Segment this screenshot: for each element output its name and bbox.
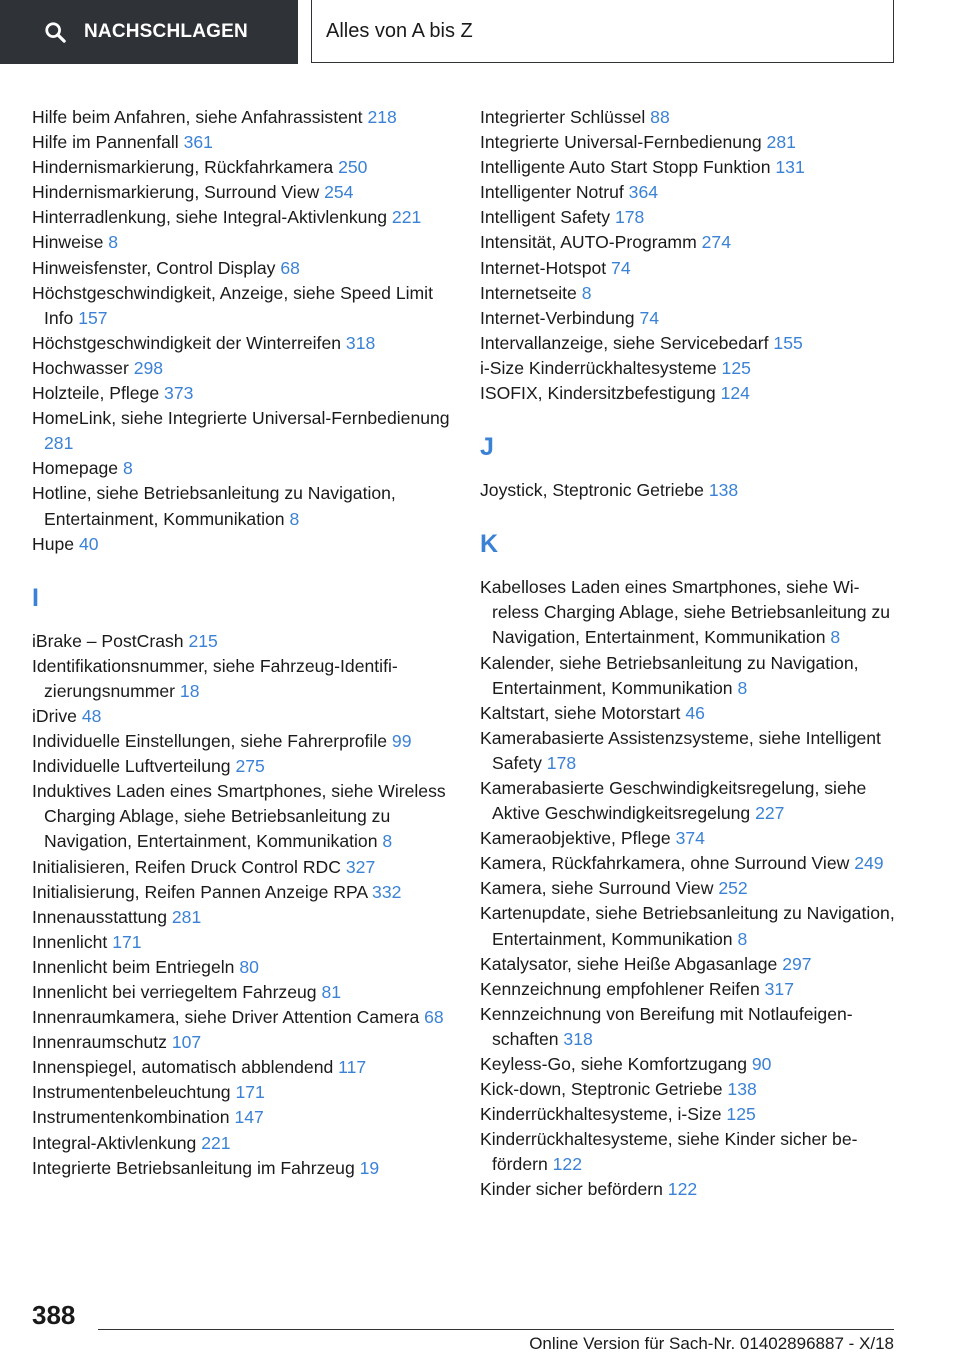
index-entry xyxy=(32,105,452,130)
section-tab[interactable] xyxy=(0,0,298,64)
page-reference-link[interactable]: 221 xyxy=(201,1132,231,1153)
index-entry-text: Kamerabasierte Assistenzsysteme, siehe Intelligent Safety xyxy=(480,727,881,773)
index-entry-text: Kennzeichnung von Bereifung mit Notlaufeigenschaften xyxy=(480,1003,853,1049)
page-reference-link[interactable]: 215 xyxy=(188,630,218,651)
page-reference-link[interactable]: 8 xyxy=(382,831,393,852)
index-entry xyxy=(32,629,452,654)
page-reference-link[interactable]: 117 xyxy=(338,1057,367,1078)
page-reference-link[interactable]: 281 xyxy=(171,906,202,927)
page-reference-link[interactable]: 8 xyxy=(581,282,592,303)
index-entry xyxy=(32,955,452,980)
index-entry-text: Homepage xyxy=(32,458,123,479)
index-entry xyxy=(480,180,900,205)
page-reference-link[interactable]: 274 xyxy=(701,232,731,253)
page-reference-link[interactable]: 157 xyxy=(78,307,108,328)
page-reference-link[interactable]: 155 xyxy=(773,332,803,353)
index-entry xyxy=(32,406,452,456)
index-column-right xyxy=(480,105,900,1203)
index-entry-text: Hochwasser xyxy=(32,357,134,378)
page-reference-link[interactable]: 8 xyxy=(737,928,748,949)
index-entry xyxy=(480,776,900,826)
index-entry xyxy=(480,1077,900,1102)
index-entry-text: Kamera, Rückfahrkamera, ohne Surround View xyxy=(480,853,855,874)
index-entry xyxy=(480,478,900,503)
page-reference-link[interactable]: 171 xyxy=(235,1082,265,1103)
index-entry-text: Individuelle Einstellungen, siehe Fahrerprofile xyxy=(32,731,392,752)
index-entry xyxy=(32,754,452,779)
index-entry xyxy=(32,532,452,557)
index-entry-text: Integrierte Universal-Fernbedienung xyxy=(480,132,767,153)
page-reference-link[interactable]: 171 xyxy=(112,931,142,952)
index-entry-text: Kamerabasierte Geschwindigkeitsregelung, siehe Aktive Geschwindigkeitsregelung xyxy=(480,777,867,824)
page-reference-link[interactable]: 131 xyxy=(775,157,805,178)
index-entry xyxy=(480,901,900,951)
index-entry-text: Identifikationsnummer, siehe Fahrzeug-Identifizierungsnummer xyxy=(32,655,398,701)
index-entry-text: Intelligent Safety xyxy=(480,207,615,228)
index-entry xyxy=(480,281,900,306)
index-entry xyxy=(32,230,452,255)
index-entry xyxy=(32,481,452,531)
index-entry xyxy=(32,1105,452,1130)
page-reference-link[interactable]: 80 xyxy=(239,956,259,977)
page-reference-link[interactable]: 221 xyxy=(391,207,422,228)
index-entry-text: iBrake – PostCrash xyxy=(32,630,189,651)
index-entry-text: Innenspiegel, automatisch abblendend xyxy=(32,1057,339,1078)
page-reference-link[interactable]: 138 xyxy=(727,1079,757,1100)
index-entry xyxy=(480,952,900,977)
index-entry-text: Intensität, AUTO-Programm xyxy=(480,232,702,253)
page-reference-link[interactable]: 48 xyxy=(81,705,102,726)
index-entry xyxy=(480,726,900,776)
index-entry xyxy=(480,205,900,230)
index-entry-text: Intelligenter Notruf xyxy=(480,182,629,203)
index-entry xyxy=(32,155,452,180)
page-reference-link[interactable]: 8 xyxy=(108,232,119,253)
index-entry-text: Hilfe beim Anfahren, siehe Anfahrassistent xyxy=(32,107,368,127)
index-entry-text: Kinderrückhaltesysteme, siehe Kinder sicher befördern xyxy=(480,1129,858,1175)
index-entry-text: iDrive xyxy=(32,705,82,726)
index-entry xyxy=(32,704,452,729)
page-reference-link[interactable]: 178 xyxy=(614,207,645,228)
page-reference-link[interactable]: 46 xyxy=(685,702,705,723)
index-entry xyxy=(480,155,900,180)
page-reference-link[interactable]: 18 xyxy=(179,680,200,701)
page-reference-link[interactable]: 374 xyxy=(675,828,705,849)
index-entry-text: HomeLink, siehe Integrierte Universal-Fernbedienung xyxy=(32,408,450,429)
index-entry-text: Kalender, siehe Betriebsanleitung zu Navigation, Entertainment, Kommunikation xyxy=(480,652,859,698)
index-entry xyxy=(32,779,452,854)
index-entry-text: Kick-down, Steptronic Getriebe xyxy=(480,1079,728,1100)
index-entry xyxy=(480,1102,900,1127)
search-icon xyxy=(44,21,66,43)
index-entry xyxy=(32,381,452,406)
index-entry xyxy=(32,729,452,754)
index-entry-text: Hinweise xyxy=(32,232,109,253)
page-reference-link[interactable]: 327 xyxy=(345,856,376,877)
index-entry-text: Instrumentenkombination xyxy=(32,1107,235,1128)
page-title: Alles von A bis Z xyxy=(311,0,894,63)
page-reference-link[interactable]: 298 xyxy=(133,357,164,378)
index-entry xyxy=(32,654,452,704)
index-entry xyxy=(32,456,452,481)
index-entry-text: Initialisieren, Reifen Druck Control RDC xyxy=(32,856,346,877)
index-entry xyxy=(480,381,900,406)
index-entry xyxy=(480,1002,900,1052)
index-entry-text: Holzteile, Pflege xyxy=(32,383,165,404)
index-entry-text: Integrierte Betriebsanleitung im Fahrzeug xyxy=(32,1157,360,1178)
index-entry-text: Kamera, siehe Surround View xyxy=(480,878,719,899)
index-entry xyxy=(480,1177,900,1202)
index-entry-text: Hindernismarkierung, Rückfahrkamera xyxy=(32,157,339,178)
index-entry xyxy=(480,651,900,701)
index-entry xyxy=(480,1127,900,1177)
page-reference-link[interactable]: 178 xyxy=(546,752,577,773)
page-reference-link[interactable]: 74 xyxy=(639,307,660,328)
index-entry-text: Internet-Verbindung xyxy=(480,307,640,328)
page-reference-link[interactable]: 318 xyxy=(563,1028,593,1049)
index-entry xyxy=(32,1005,452,1030)
section-label: NACHSCHLAGEN xyxy=(84,21,248,42)
index-entry-text: Integral-Aktivlenkung xyxy=(32,1132,202,1153)
page-reference-link[interactable]: 297 xyxy=(782,953,812,974)
index-entry-text: Kinderrückhaltesysteme, i-Size xyxy=(480,1104,727,1125)
page-reference-link[interactable]: 81 xyxy=(321,982,342,1002)
index-entry xyxy=(480,851,900,876)
index-letter-heading: J xyxy=(480,433,494,462)
index-entry xyxy=(32,356,452,381)
page-reference-link[interactable]: 147 xyxy=(234,1107,264,1128)
page-reference-link[interactable]: 122 xyxy=(667,1179,698,1200)
page-reference-link[interactable]: 122 xyxy=(552,1154,582,1175)
index-entry xyxy=(32,1055,452,1080)
index-entry-text: i-Size Kinderrückhaltesysteme xyxy=(480,357,722,378)
page-reference-link[interactable]: 281 xyxy=(44,433,74,454)
index-entry xyxy=(32,855,452,880)
index-entry xyxy=(32,1156,452,1181)
index-entry xyxy=(480,876,900,901)
page-reference-link[interactable]: 107 xyxy=(171,1032,202,1053)
page-reference-link[interactable]: 8 xyxy=(830,627,841,648)
index-entry-text: Höchstgeschwindigkeit der Winterreifen xyxy=(32,332,346,353)
index-entry xyxy=(32,1131,452,1156)
page-reference-link[interactable]: 281 xyxy=(766,132,796,153)
index-entry-text: Kinder sicher befördern xyxy=(480,1179,668,1200)
index-entry xyxy=(32,180,452,205)
index-entry-text: Innenraumschutz xyxy=(32,1032,172,1053)
index-entry-text: Hinterradlenkung, siehe Integral-Aktivlenkung xyxy=(32,207,392,228)
footer-text: Online Version für Sach-Nr. 01402896887 - X/18 xyxy=(529,1334,894,1353)
page-reference-link[interactable]: 373 xyxy=(164,383,194,404)
index-entry-text: Hotline, siehe Betriebsanleitung zu Navigation, Entertainment, Kommunikation xyxy=(32,483,396,529)
index-entry-text: Instrumentenbeleuchtung xyxy=(32,1082,236,1103)
page-reference-link[interactable]: 317 xyxy=(764,978,794,999)
index-entry-text: Hinweisfenster, Control Display xyxy=(32,257,281,278)
index-entry-text: Induktives Laden eines Smartphones, siehe Wireless Charging Ablage, siehe Betriebsanleitung zu Navigation, Entertainment, Kommunikation xyxy=(32,781,446,852)
index-entry xyxy=(480,256,900,281)
index-entry-text: Intelligente Auto Start Stopp Funktion xyxy=(480,157,776,178)
page-reference-link[interactable]: 90 xyxy=(751,1054,772,1074)
index-entry-text: Keyless-Go, siehe Komfortzugang xyxy=(480,1054,752,1074)
index-entry-text: Kabelloses Laden eines Smartphones, siehe Wireless Charging Ablage, siehe Betriebsanleitung zu Navigation, Entertainment, Kommunikation xyxy=(480,577,891,648)
page-reference-link[interactable]: 124 xyxy=(720,383,750,404)
page-reference-link[interactable]: 40 xyxy=(78,533,99,554)
page-reference-link[interactable]: 74 xyxy=(611,257,631,278)
index-entry-text: Joystick, Steptronic Getriebe xyxy=(480,480,709,501)
index-entry xyxy=(480,331,900,356)
page-reference-link[interactable]: 332 xyxy=(372,881,402,902)
footer-divider xyxy=(98,1329,894,1330)
page-reference-link[interactable]: 19 xyxy=(359,1157,380,1178)
index-entry xyxy=(480,105,900,130)
index-entry xyxy=(32,256,452,281)
page-reference-link[interactable]: 227 xyxy=(755,803,785,824)
index-entry xyxy=(32,130,452,155)
index-entry xyxy=(32,205,452,230)
index-entry xyxy=(480,356,900,381)
page-reference-link[interactable]: 254 xyxy=(324,182,354,203)
index-entry xyxy=(480,977,900,1002)
index-entry-text: Innenlicht beim Entriegeln xyxy=(32,956,240,977)
index-entry xyxy=(32,880,452,905)
index-entry xyxy=(480,306,900,331)
index-entry-text: Kennzeichnung empfohlener Reifen xyxy=(480,978,765,999)
page-reference-link[interactable]: 8 xyxy=(737,677,748,698)
page-reference-link[interactable]: 8 xyxy=(289,508,300,529)
page-reference-link[interactable]: 125 xyxy=(726,1104,756,1125)
index-entry-text: Kartenupdate, siehe Betriebsanleitung zu Navigation, Entertainment, Kommunikation xyxy=(480,903,895,949)
index-entry xyxy=(480,826,900,851)
page-reference-link[interactable]: 68 xyxy=(424,1007,444,1028)
index-entry-text: Initialisierung, Reifen Pannen Anzeige RPA xyxy=(32,881,373,902)
index-entry xyxy=(480,130,900,155)
index-entry-text: Innenlicht xyxy=(32,931,113,952)
index-entry-text: Integrierter Schlüssel xyxy=(480,107,651,127)
index-entry xyxy=(32,1080,452,1105)
page-reference-link[interactable]: 8 xyxy=(122,458,133,479)
page-number: 388 xyxy=(32,1300,76,1330)
index-entry xyxy=(480,1052,900,1077)
index-entry-text: Individuelle Luftverteilung xyxy=(32,756,236,777)
index-entry-text: Katalysator, siehe Heiße Abgasanlage xyxy=(480,953,783,974)
index-entry-text: Hindernismarkierung, Surround View xyxy=(32,182,325,203)
index-entry-text: ISOFIX, Kindersitzbefestigung xyxy=(480,383,721,404)
index-entry-text: Hupe xyxy=(32,533,79,554)
index-column-left xyxy=(32,105,452,1181)
page-reference-link[interactable]: 99 xyxy=(391,731,412,752)
index-entry xyxy=(480,230,900,255)
index-entry-text: Innenlicht bei verriegeltem Fahrzeug xyxy=(32,982,322,1002)
index-entry xyxy=(32,1030,452,1055)
page-reference-link[interactable]: 68 xyxy=(280,257,300,278)
page-reference-link[interactable]: 318 xyxy=(345,332,376,353)
index-entry-text: Internetseite xyxy=(480,282,582,303)
page-reference-link[interactable]: 249 xyxy=(854,853,884,874)
index-entry-text: Internet-Hotspot xyxy=(480,257,612,278)
page-reference-link[interactable]: 125 xyxy=(721,357,751,378)
index-entry xyxy=(32,905,452,930)
index-entry-text: Kaltstart, siehe Motorstart xyxy=(480,702,686,723)
index-entry-text: Innenraumkamera, siehe Driver Attention Camera xyxy=(32,1007,425,1028)
index-entry-text: Innenausstattung xyxy=(32,906,172,927)
page-reference-link[interactable]: 88 xyxy=(650,107,670,127)
index-entry-text: Kameraobjektive, Pflege xyxy=(480,828,676,849)
index-entry xyxy=(480,575,900,650)
index-entry xyxy=(32,331,452,356)
index-entry-text: Hilfe im Pannenfall xyxy=(32,132,184,153)
index-letter-heading: K xyxy=(480,530,499,559)
index-letter-heading: I xyxy=(32,583,39,612)
page-reference-link[interactable]: 361 xyxy=(183,132,213,153)
index-entry xyxy=(32,281,452,331)
page-reference-link[interactable]: 218 xyxy=(367,107,397,127)
page-reference-link[interactable]: 250 xyxy=(338,157,368,178)
page-reference-link[interactable]: 364 xyxy=(628,182,659,203)
index-entry xyxy=(32,930,452,955)
index-entry-text: Intervallanzeige, siehe Servicebedarf xyxy=(480,332,774,353)
index-entry xyxy=(480,701,900,726)
page-reference-link[interactable]: 138 xyxy=(708,480,739,501)
page-reference-link[interactable]: 275 xyxy=(235,756,265,777)
index-entry xyxy=(32,980,452,1005)
index-entry-text: Höchstgeschwindigkeit, Anzeige, siehe Speed Limit Info xyxy=(32,282,433,328)
page-reference-link[interactable]: 252 xyxy=(718,878,748,899)
